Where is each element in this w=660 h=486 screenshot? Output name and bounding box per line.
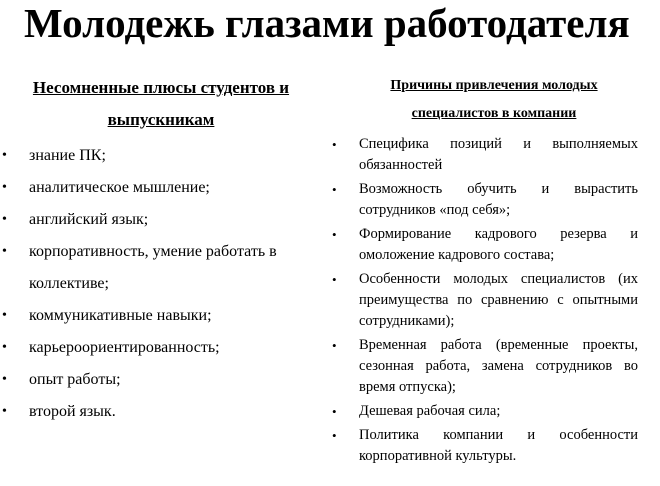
bullet-icon: • — [2, 340, 7, 355]
list-item-text: Политика компании и особенности корпоративной культуры. — [359, 427, 638, 464]
list-item — [328, 179, 638, 221]
list-item — [328, 335, 638, 398]
list-item-text: Специфика позиций и выполняемых обязанностей — [359, 136, 638, 173]
bullet-icon: • — [2, 148, 7, 163]
bullet-icon: • — [332, 137, 337, 152]
list-item-text: корпоративность, умение работать в коллективе; — [29, 243, 277, 292]
list-item-text: карьероориентированность; — [29, 339, 220, 356]
list-item — [0, 364, 318, 396]
list-item — [328, 425, 638, 467]
list-item — [0, 332, 318, 364]
bullet-icon: • — [2, 404, 7, 419]
bullet-icon: • — [2, 244, 7, 259]
list-item-text: опыт работы; — [29, 371, 121, 388]
bullet-icon: • — [2, 212, 7, 227]
list-item — [328, 224, 638, 266]
list-item — [0, 204, 318, 236]
left-column-heading: Несомненные плюсы студентов и выпускникам — [32, 78, 290, 129]
bullet-icon: • — [2, 372, 7, 387]
list-item — [328, 401, 638, 422]
list-item — [0, 172, 318, 204]
bullet-icon: • — [332, 272, 337, 287]
list-item-text: аналитическое мышление; — [29, 179, 210, 196]
list-item-text: Временная работа (временные проекты, сезонная работа, замена сотрудников во время отпуска); — [359, 337, 638, 395]
list-item — [0, 236, 318, 300]
list-item-text: Формирование кадрового резерва и омоложение кадрового состава; — [359, 226, 638, 263]
list-item-text: Дешевая рабочая сила; — [359, 403, 501, 419]
list-item-text: Возможность обучить и вырастить сотрудников «под себя»; — [359, 181, 638, 218]
list-item-text: английский язык; — [29, 211, 149, 228]
list-item-text: второй язык. — [29, 403, 116, 420]
list-item — [328, 134, 638, 176]
page-title: Молодежь глазами работодателя — [24, 0, 630, 46]
bullet-icon: • — [332, 182, 337, 197]
right-bullet-list — [328, 134, 638, 467]
bullet-icon: • — [332, 227, 337, 242]
bullet-icon: • — [2, 180, 7, 195]
bullet-icon: • — [332, 404, 337, 419]
list-item — [0, 140, 318, 172]
left-bullet-list — [0, 140, 318, 428]
bullet-icon: • — [332, 428, 337, 443]
list-item — [0, 300, 318, 332]
list-item-text: Особенности молодых специалистов (их преимущества по сравнению с опытными сотрудниками); — [359, 271, 638, 329]
left-column — [0, 72, 318, 428]
right-column — [328, 72, 638, 470]
bullet-icon: • — [332, 338, 337, 353]
right-column-heading: Причины привлечения молодых специалистов в компании — [390, 78, 598, 121]
list-item — [0, 396, 318, 428]
list-item — [328, 269, 638, 332]
list-item-text: коммуникативные навыки; — [29, 307, 212, 324]
list-item-text: знание ПК; — [29, 147, 106, 164]
bullet-icon: • — [2, 308, 7, 323]
